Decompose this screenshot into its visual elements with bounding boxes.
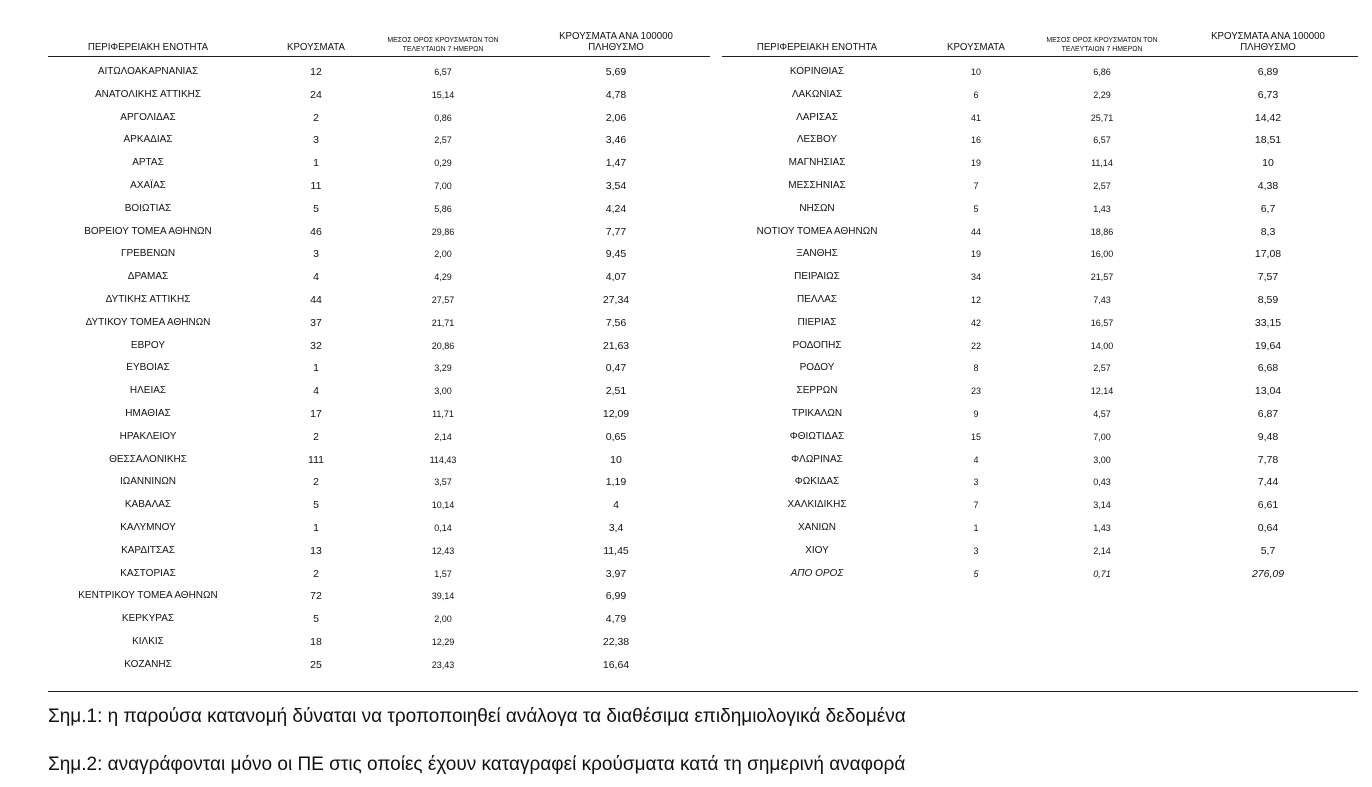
table-row xyxy=(722,152,1358,175)
per-100k-cell: 7,57 xyxy=(1257,271,1279,284)
table-row xyxy=(722,563,1358,586)
cases-cell: 9 xyxy=(973,408,979,419)
region-cell: ΦΛΩΡΙΝΑΣ xyxy=(791,453,843,465)
cases-cell: 4 xyxy=(313,385,319,398)
cases-cell: 10 xyxy=(970,67,981,77)
table-row xyxy=(48,517,710,540)
table-header xyxy=(48,0,710,57)
table-row xyxy=(722,403,1358,426)
cases-cell: 1 xyxy=(973,522,979,533)
avg-cell: 6,57 xyxy=(434,67,452,77)
table-row xyxy=(48,563,710,586)
avg-cell: 2,57 xyxy=(1093,180,1111,191)
cases-cell: 22 xyxy=(970,340,981,351)
avg-cell: 10,14 xyxy=(431,500,455,511)
cases-cell: 2 xyxy=(313,430,319,443)
table-row xyxy=(722,289,1358,312)
cases-cell: 4 xyxy=(313,271,319,284)
per-100k-cell: 5,7 xyxy=(1260,544,1276,557)
region-cell: ΧΑΛΚΙΔΙΚΗΣ xyxy=(787,499,847,511)
cases-cell: 3 xyxy=(973,545,979,556)
cases-cell: 2 xyxy=(313,567,319,580)
cases-cell: 23 xyxy=(970,386,981,397)
table-row xyxy=(722,198,1358,221)
avg-cell: 0,29 xyxy=(434,158,452,169)
region-cell: ΦΩΚΙΔΑΣ xyxy=(794,476,840,488)
per-100k-cell: 276,09 xyxy=(1251,567,1285,580)
table-row xyxy=(48,289,710,312)
table-row xyxy=(722,84,1358,107)
region-cell: ΤΡΙΚΑΛΩΝ xyxy=(791,407,843,419)
table-row xyxy=(48,152,710,175)
per-100k-cell: 16,64 xyxy=(602,658,630,671)
cases-cell: 2 xyxy=(313,111,319,124)
avg-cell: 2,14 xyxy=(434,431,452,442)
region-cell: ΚΑΣΤΟΡΙΑΣ xyxy=(120,567,176,579)
per-100k-cell: 12,09 xyxy=(602,407,630,420)
cases-cell: 7 xyxy=(973,500,979,511)
region-cell: ΚΟΖΑΝΗΣ xyxy=(124,658,172,670)
header-7day-average xyxy=(1038,35,1167,53)
cases-cell: 44 xyxy=(970,226,981,237)
region-cell: ΑΝΑΤΟΛΙΚΗΣ ΑΤΤΙΚΗΣ xyxy=(94,88,202,100)
table-row xyxy=(722,107,1358,130)
table-row xyxy=(722,426,1358,449)
region-cell: ΠΕΙΡΑΙΩΣ xyxy=(794,271,840,283)
region-cell: ΘΕΣΣΑΛΟΝΙΚΗΣ xyxy=(109,453,187,465)
region-cell: ΕΥΒΟΙΑΣ xyxy=(126,362,170,374)
avg-cell: 6,86 xyxy=(1093,67,1111,77)
per-100k-cell: 11,45 xyxy=(603,544,629,557)
table-row xyxy=(48,61,710,84)
cases-cell: 5 xyxy=(313,499,319,512)
table-row xyxy=(48,335,710,358)
cases-cell: 19 xyxy=(970,249,981,260)
avg-cell: 11,71 xyxy=(432,408,454,419)
avg-cell: 27,57 xyxy=(431,294,455,305)
cases-cell: 8 xyxy=(973,363,979,374)
table-row xyxy=(722,221,1358,244)
avg-cell: 25,71 xyxy=(1090,112,1114,123)
cases-cell: 13 xyxy=(310,544,322,557)
avg-cell: 15,14 xyxy=(431,89,455,100)
region-cell: ΠΙΕΡΙΑΣ xyxy=(797,316,837,328)
avg-cell: 39,14 xyxy=(431,591,455,602)
table-row xyxy=(48,129,710,152)
per-100k-cell: 8,59 xyxy=(1257,293,1279,306)
table-row xyxy=(48,243,710,266)
per-100k-cell: 7,44 xyxy=(1257,476,1279,489)
region-cell: ΒΟΡΕΙΟΥ ΤΟΜΕΑ ΑΘΗΝΩΝ xyxy=(84,225,212,237)
per-100k-cell: 3,97 xyxy=(605,567,627,580)
table-row xyxy=(722,380,1358,403)
table-row xyxy=(48,266,710,289)
avg-cell: 7,00 xyxy=(1093,431,1111,442)
avg-cell: 2,29 xyxy=(1093,89,1111,100)
avg-cell: 1,43 xyxy=(1093,522,1111,533)
avg-cell: 0,43 xyxy=(1093,477,1111,488)
avg-cell: 12,29 xyxy=(431,636,455,647)
table-row xyxy=(722,266,1358,289)
cases-cell: 5 xyxy=(313,613,319,626)
table-row xyxy=(48,471,710,494)
per-100k-cell: 21,63 xyxy=(602,339,630,352)
avg-cell: 23,43 xyxy=(431,659,455,670)
avg-cell: 21,57 xyxy=(1090,272,1114,283)
avg-cell: 0,86 xyxy=(434,112,452,123)
per-100k-cell: 6,87 xyxy=(1257,407,1279,420)
per-100k-cell: 6,7 xyxy=(1260,202,1276,215)
cases-cell: 5 xyxy=(973,203,979,214)
table-row xyxy=(48,403,710,426)
cases-cell: 1 xyxy=(313,521,319,534)
region-cell: ΜΕΣΣΗΝΙΑΣ xyxy=(788,179,846,191)
region-cell: ΣΕΡΡΩΝ xyxy=(796,385,838,397)
per-100k-cell: 4,79 xyxy=(605,613,627,626)
region-cell: ΑΡΤΑΣ xyxy=(132,157,164,169)
table-row xyxy=(48,449,710,472)
header-avg-line1: ΜΕΣΟΣ ΟΡΟΣ ΚΡΟΥΣΜΑΤΩΝ ΤΟΝ xyxy=(387,35,499,44)
per-100k-cell: 9,45 xyxy=(605,248,627,261)
cases-cell: 12 xyxy=(310,66,322,78)
region-cell: ΗΛΕΙΑΣ xyxy=(129,385,167,397)
region-cell: ΗΜΑΘΙΑΣ xyxy=(125,407,171,419)
table-row xyxy=(722,129,1358,152)
region-cell: ΑΡΚΑΔΙΑΣ xyxy=(123,134,173,146)
avg-cell: 2,14 xyxy=(1093,545,1111,556)
region-cell: ΑΠΟ ΟΡΟΣ xyxy=(790,567,844,579)
table-row xyxy=(722,471,1358,494)
header-region: ΠΕΡΙΦΕΡΕΙΑΚΗ ΕΝΟΤΗΤΑ xyxy=(756,41,878,53)
avg-cell: 2,57 xyxy=(1093,363,1111,374)
table-row xyxy=(722,61,1358,84)
region-cell: ΑΡΓΟΛΙΔΑΣ xyxy=(120,111,176,123)
table-row xyxy=(722,357,1358,380)
region-cell: ΛΑΡΙΣΑΣ xyxy=(796,111,838,123)
avg-cell: 2,57 xyxy=(434,135,452,146)
region-cell: ΛΑΚΩΝΙΑΣ xyxy=(791,88,843,100)
avg-cell: 6,57 xyxy=(1093,135,1111,146)
avg-cell: 12,14 xyxy=(1090,386,1114,397)
per-100k-cell: 5,69 xyxy=(605,66,627,78)
table-row xyxy=(722,335,1358,358)
region-cell: ΧΑΝΙΩΝ xyxy=(797,521,837,533)
avg-cell: 11,14 xyxy=(1091,158,1113,169)
region-cell: ΠΕΛΛΑΣ xyxy=(796,293,838,305)
notes-divider xyxy=(48,691,1358,692)
avg-cell: 3,29 xyxy=(434,363,452,374)
avg-cell: 2,00 xyxy=(434,614,452,625)
avg-cell: 29,86 xyxy=(431,226,455,237)
per-100k-cell: 3,46 xyxy=(605,134,627,147)
region-cell: ΚΑΛΥΜΝΟΥ xyxy=(120,521,176,533)
table-row xyxy=(722,312,1358,335)
region-cell: ΝΟΤΙΟΥ ΤΟΜΕΑ ΑΘΗΝΩΝ xyxy=(756,225,878,237)
avg-cell: 3,57 xyxy=(434,477,452,488)
avg-cell: 12,43 xyxy=(431,545,455,556)
avg-cell: 2,00 xyxy=(434,249,452,260)
per-100k-cell: 1,47 xyxy=(605,157,627,170)
per-100k-cell: 6,73 xyxy=(1257,88,1279,101)
header-per-100k: ΚΡΟΥΣΜΑΤΑ ΑΝΑ 100000 ΠΛΗΘΥΣΜΟ xyxy=(559,30,673,53)
table-row xyxy=(48,175,710,198)
per-100k-cell: 6,68 xyxy=(1257,362,1279,375)
per-100k-cell: 4,78 xyxy=(605,88,627,101)
cases-cell: 11 xyxy=(310,179,322,192)
avg-cell: 14,00 xyxy=(1090,340,1114,351)
avg-cell: 1,57 xyxy=(434,568,452,579)
per-100k-cell: 1,19 xyxy=(605,476,627,489)
avg-cell: 18,86 xyxy=(1090,226,1114,237)
region-cell: ΔΥΤΙΚΗΣ ΑΤΤΙΚΗΣ xyxy=(105,293,191,305)
table-row xyxy=(722,175,1358,198)
cases-cell: 44 xyxy=(310,293,322,306)
cases-cell: 4 xyxy=(973,454,979,465)
avg-cell: 3,14 xyxy=(1093,500,1111,511)
cases-cell: 5 xyxy=(973,568,979,579)
cases-cell: 32 xyxy=(310,339,322,352)
left-cases-table xyxy=(48,0,710,677)
cases-cell: 5 xyxy=(313,202,319,215)
region-cell: ΒΟΙΩΤΙΑΣ xyxy=(124,202,172,214)
header-avg-line1: ΜΕΣΟΣ ΟΡΟΣ ΚΡΟΥΣΜΑΤΩΝ ΤΟΝ xyxy=(1046,35,1158,44)
cases-cell: 3 xyxy=(313,134,319,147)
cases-cell: 1 xyxy=(313,362,319,375)
table-row xyxy=(722,449,1358,472)
avg-cell: 21,71 xyxy=(431,317,455,328)
header-region: ΠΕΡΙΦΕΡΕΙΑΚΗ ΕΝΟΤΗΤΑ xyxy=(87,41,209,53)
table-row xyxy=(48,198,710,221)
table-row xyxy=(722,494,1358,517)
avg-cell: 3,00 xyxy=(434,386,452,397)
per-100k-cell: 4,07 xyxy=(605,271,627,284)
region-cell: ΗΡΑΚΛΕΙΟΥ xyxy=(119,430,177,442)
table-row xyxy=(48,357,710,380)
header-avg-line2: ΤΕΛΕΥΤΑΙΩΝ 7 ΗΜΕΡΩΝ xyxy=(402,44,484,53)
cases-cell: 3 xyxy=(973,477,979,488)
cases-cell: 46 xyxy=(310,225,322,238)
per-100k-cell: 7,56 xyxy=(605,316,627,329)
region-cell: ΔΥΤΙΚΟΥ ΤΟΜΕΑ ΑΘΗΝΩΝ xyxy=(85,316,211,328)
cases-cell: 15 xyxy=(970,431,981,442)
table-body xyxy=(48,61,710,677)
per-100k-cell: 6,61 xyxy=(1257,499,1279,512)
per-100k-cell: 4,24 xyxy=(605,202,627,215)
table-row xyxy=(48,631,710,654)
header-per-100k: ΚΡΟΥΣΜΑΤΑ ΑΝΑ 100000 ΠΛΗΘΥΣΜΟ xyxy=(1211,30,1325,53)
avg-cell: 20,86 xyxy=(431,340,455,351)
per-100k-cell: 7,77 xyxy=(605,225,627,238)
region-cell: ΔΡΑΜΑΣ xyxy=(127,271,169,283)
cases-cell: 1 xyxy=(313,157,319,170)
region-cell: ΚΑΡΔΙΤΣΑΣ xyxy=(121,544,175,556)
per-100k-cell: 10 xyxy=(1262,157,1274,170)
table-row xyxy=(48,540,710,563)
header-cases: ΚΡΟΥΣΜΑΤΑ xyxy=(947,41,1005,53)
per-100k-cell: 6,89 xyxy=(1257,66,1279,78)
per-100k-cell: 3,4 xyxy=(608,521,624,534)
per-100k-cell: 0,47 xyxy=(605,362,627,375)
per-100k-cell: 4,38 xyxy=(1257,179,1279,192)
cases-cell: 19 xyxy=(970,158,981,169)
avg-cell: 3,00 xyxy=(1093,454,1111,465)
cases-cell: 72 xyxy=(310,590,322,603)
region-cell: ΦΘΙΩΤΙΔΑΣ xyxy=(789,430,845,442)
header-cases: ΚΡΟΥΣΜΑΤΑ xyxy=(287,41,345,53)
cases-cell: 24 xyxy=(310,88,322,101)
cases-cell: 34 xyxy=(970,272,981,283)
avg-cell: 114,43 xyxy=(429,454,457,465)
table-header xyxy=(722,0,1358,57)
per-100k-cell: 18,51 xyxy=(1254,134,1282,147)
region-cell: ΛΕΣΒΟΥ xyxy=(796,134,838,146)
header-7day-average xyxy=(383,35,503,53)
avg-cell: 0,14 xyxy=(434,522,452,533)
cases-cell: 16 xyxy=(970,135,981,146)
avg-cell: 16,57 xyxy=(1090,317,1114,328)
cases-cell: 18 xyxy=(310,635,322,648)
per-100k-cell: 27,34 xyxy=(602,293,630,306)
per-100k-cell: 14,42 xyxy=(1254,111,1282,124)
table-row xyxy=(48,221,710,244)
header-avg-line2: ΤΕΛΕΥΤΑΙΩΝ 7 ΗΜΕΡΩΝ xyxy=(1061,44,1143,53)
per-100k-cell: 33,15 xyxy=(1254,316,1282,329)
table-row xyxy=(48,380,710,403)
per-100k-cell: 19,64 xyxy=(1254,339,1282,352)
table-row xyxy=(722,243,1358,266)
avg-cell: 4,29 xyxy=(434,272,452,283)
table-row xyxy=(48,84,710,107)
region-cell: ΕΒΡΟΥ xyxy=(130,339,166,351)
avg-cell: 1,43 xyxy=(1093,203,1111,214)
per-100k-cell: 10 xyxy=(610,453,622,466)
region-cell: ΜΑΓΝΗΣΙΑΣ xyxy=(788,157,846,169)
cases-cell: 111 xyxy=(308,453,324,466)
right-cases-table xyxy=(722,0,1358,585)
region-cell: ΑΧΑΪΑΣ xyxy=(130,179,166,191)
region-cell: ΞΑΝΘΗΣ xyxy=(796,248,838,260)
table-row xyxy=(48,312,710,335)
note-1: Σημ.1: η παρούσα κατανομή δύναται να τροποποιηθεί ανάλογα τα διαθέσιμα επιδημιολογικά δεδομένα xyxy=(48,706,906,727)
cases-cell: 6 xyxy=(973,89,979,100)
per-100k-cell: 0,65 xyxy=(605,430,627,443)
region-cell: ΡΟΔΟΠΗΣ xyxy=(792,339,842,351)
per-100k-cell: 2,51 xyxy=(605,385,627,398)
table-row xyxy=(48,494,710,517)
table-row xyxy=(48,426,710,449)
note-2: Σημ.2: αναγράφονται μόνο οι ΠΕ στις οποίες έχουν καταγραφεί κρούσματα κατά τη σημερινή αναφορά xyxy=(48,754,906,775)
table-row xyxy=(722,540,1358,563)
per-100k-cell: 2,06 xyxy=(605,111,627,124)
region-cell: ΚΑΒΑΛΑΣ xyxy=(124,499,172,511)
cases-cell: 17 xyxy=(310,407,322,420)
per-100k-cell: 6,99 xyxy=(605,590,627,603)
region-cell: ΓΡΕΒΕΝΩΝ xyxy=(120,248,176,260)
table-row xyxy=(48,107,710,130)
cases-cell: 12 xyxy=(970,294,981,305)
per-100k-cell: 17,08 xyxy=(1254,248,1282,261)
avg-cell: 5,86 xyxy=(434,203,452,214)
region-cell: ΚΕΡΚΥΡΑΣ xyxy=(121,613,175,625)
per-100k-cell: 0,64 xyxy=(1257,521,1279,534)
per-100k-cell: 8,3 xyxy=(1260,225,1276,238)
per-100k-cell: 9,48 xyxy=(1257,430,1279,443)
region-cell: ΚΕΝΤΡΙΚΟΥ ΤΟΜΕΑ ΑΘΗΝΩΝ xyxy=(78,590,218,602)
cases-cell: 7 xyxy=(973,180,979,191)
cases-cell: 42 xyxy=(970,317,981,328)
table-row xyxy=(48,608,710,631)
table-row xyxy=(48,585,710,608)
per-100k-cell: 4 xyxy=(613,499,619,512)
avg-cell: 4,57 xyxy=(1093,408,1111,419)
cases-cell: 2 xyxy=(313,476,319,489)
per-100k-cell: 13,04 xyxy=(1254,385,1282,398)
cases-cell: 41 xyxy=(970,112,981,123)
region-cell: ΡΟΔΟΥ xyxy=(799,362,835,374)
avg-cell: 7,43 xyxy=(1093,294,1111,305)
per-100k-cell: 3,54 xyxy=(605,179,627,192)
per-100k-cell: 7,78 xyxy=(1257,453,1279,466)
region-cell: ΚΟΡΙΝΘΙΑΣ xyxy=(789,66,845,77)
avg-cell: 7,00 xyxy=(434,180,452,191)
table-row xyxy=(48,654,710,677)
table-body xyxy=(722,61,1358,585)
region-cell: ΙΩΑΝΝΙΝΩΝ xyxy=(119,476,177,488)
cases-cell: 37 xyxy=(310,316,322,329)
region-cell: ΧΙΟΥ xyxy=(805,544,829,556)
cases-cell: 3 xyxy=(313,248,319,261)
region-cell: ΑΙΤΩΛΟΑΚΑΡΝΑΝΙΑΣ xyxy=(97,66,199,77)
avg-cell: 16,00 xyxy=(1090,249,1114,260)
region-cell: ΚΙΛΚΙΣ xyxy=(132,635,164,647)
table-row xyxy=(722,517,1358,540)
per-100k-cell: 22,38 xyxy=(602,635,630,648)
cases-cell: 25 xyxy=(310,658,322,671)
region-cell: ΝΗΣΩΝ xyxy=(799,202,835,214)
avg-cell: 0,71 xyxy=(1093,568,1111,579)
